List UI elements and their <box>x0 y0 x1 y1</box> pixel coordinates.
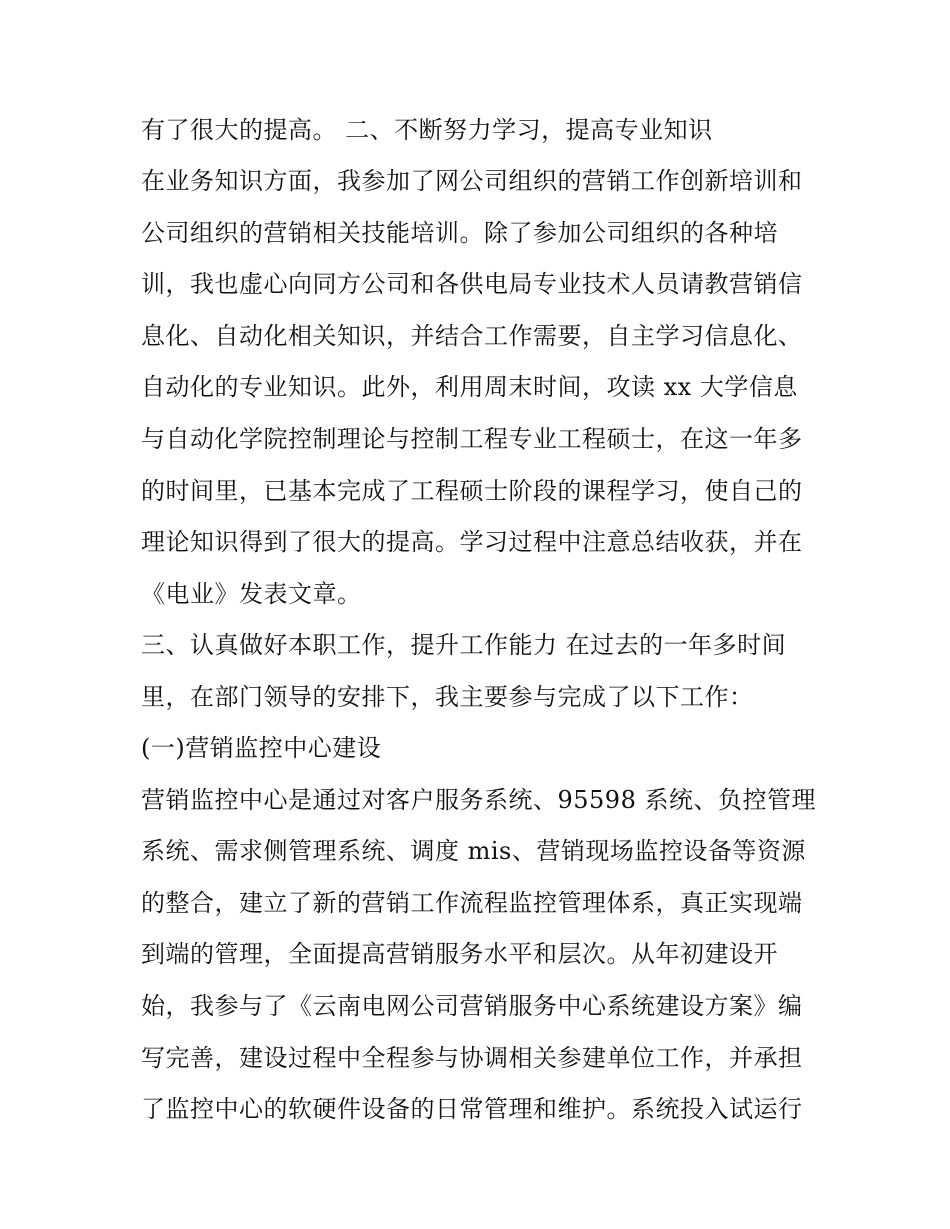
text-line: 的整合，建立了新的营销工作流程监控管理体系，真正实现端 <box>141 889 803 917</box>
text-line: 里，在部门领导的安排下，我主要参与完成了以下工作： <box>141 683 754 711</box>
text-line: 与自动化学院控制理论与控制工程专业工程硕士，在这一年多 <box>141 425 803 453</box>
section-heading: 三、认真做好本职工作，提升工作能力 在过去的一年多时间 <box>141 631 787 659</box>
text-line: 始，我参与了《云南电网公司营销服务中心系统建设方案》编 <box>141 992 803 1020</box>
text-line: 到端的管理，全面提高营销服务水平和层次。从年初建设开 <box>141 940 778 968</box>
text-line: 息化、自动化相关知识，并结合工作需要，自主学习信息化、 <box>141 322 803 350</box>
text-line: 公司组织的营销相关技能培训。除了参加公司组织的各种培 <box>141 219 778 247</box>
text-line: 《电业》发表文章。 <box>141 580 362 608</box>
subsection-heading: (一)营销监控中心建设 <box>141 734 382 762</box>
text-line: 系统、需求侧管理系统、调度 mis、营销现场监控设备等资源 <box>141 837 806 865</box>
text-line: 训，我也虚心向同方公司和各供电局专业技术人员请教营销信 <box>141 270 803 298</box>
text-line: 在业务知识方面，我参加了网公司组织的营销工作创新培训和 <box>141 167 803 195</box>
text-line: 有了很大的提高。 二、不断努力学习，提高专业知识 <box>141 116 713 144</box>
text-line: 的时间里，已基本完成了工程硕士阶段的课程学习，使自己的 <box>141 477 803 505</box>
text-line: 了监控中心的软硬件设备的日常管理和维护。系统投入试运行 <box>141 1095 803 1123</box>
text-line: 理论知识得到了很大的提高。学习过程中注意总结收获，并在 <box>141 528 803 556</box>
text-line: 自动化的专业知识。此外，利用周末时间，攻读 xx 大学信息 <box>141 373 798 401</box>
text-line: 营销监控中心是通过对客户服务系统、95598 系统、负控管理 <box>141 786 816 814</box>
text-line: 写完善，建设过程中全程参与协调相关参建单位工作，并承担 <box>141 1044 803 1072</box>
